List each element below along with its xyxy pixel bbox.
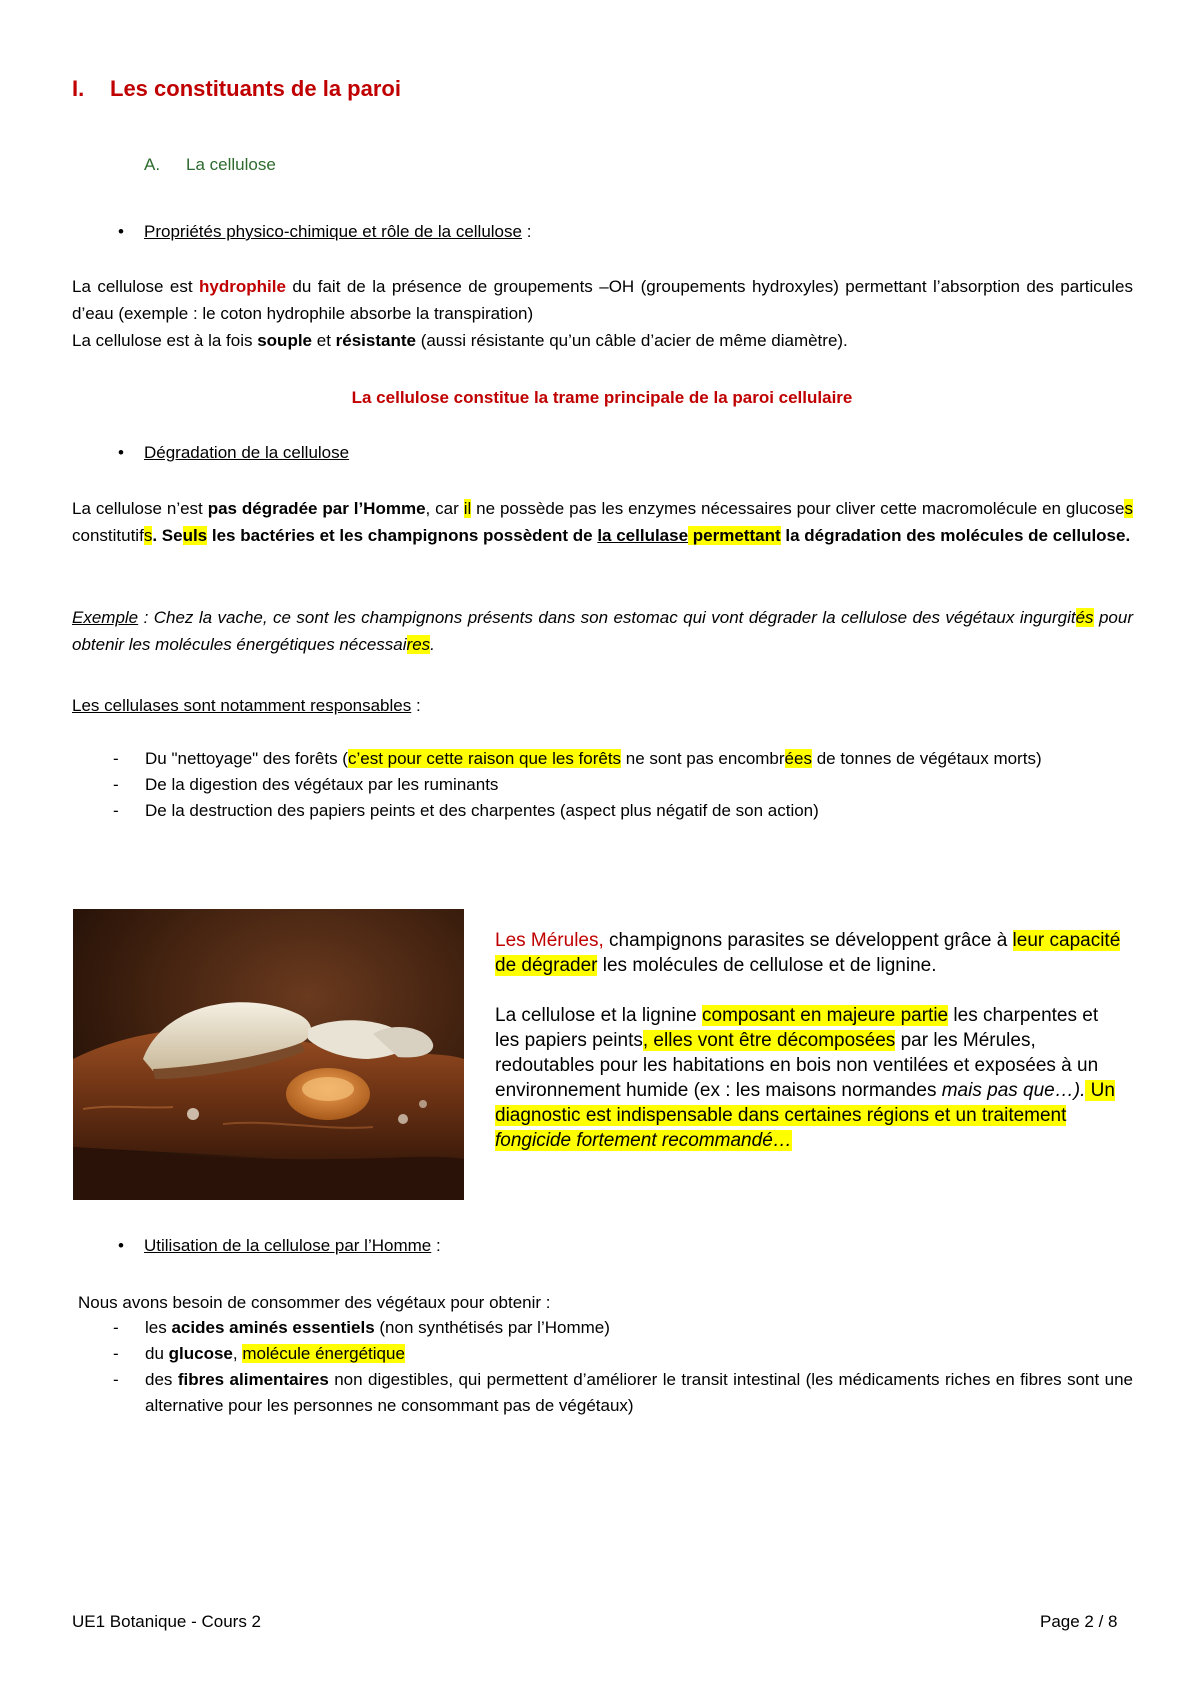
term-cellulase: la cellulase — [597, 526, 689, 545]
subsection-letter: A. — [144, 155, 161, 174]
list-item: - De la destruction des papiers peints et des charpentes (aspect plus négatif de son action) — [113, 801, 819, 820]
usage-heading: Utilisation de la cellulose par l’Homme — [144, 1236, 432, 1255]
usage-intro: Nous avons besoin de consommer des végétaux pour obtenir : — [78, 1293, 551, 1312]
footer-course: UE1 Botanique - Cours 2 — [72, 1612, 261, 1631]
paragraph-souple: La cellulose est à la fois souple et résistante (aussi résistante qu’un câble d’acier de même diamètre). — [72, 331, 848, 350]
section-number: I. — [72, 76, 85, 101]
key-statement: La cellulose constitue la trame principale de la paroi cellulaire — [351, 388, 853, 407]
usage-list — [113, 1315, 1133, 1419]
bullet-degradation: • Dégradation de la cellulose — [118, 443, 350, 462]
list-item: - les acides aminés essentiels (non synthétisés par l’Homme) — [113, 1318, 610, 1337]
footer-page-number: Page 2 / 8 — [1040, 1612, 1118, 1631]
merules-caption — [495, 928, 1123, 1153]
fungus-illustration — [73, 909, 464, 1200]
list-item: - De la digestion des végétaux par les ruminants — [113, 775, 499, 794]
section-title-text: Les constituants de la paroi — [110, 76, 401, 101]
caption-paragraph-1: Les Mérules, champignons parasites se développent grâce à leur capacité de dégrader les molécules de cellulose et de lignine. — [495, 930, 1121, 976]
bullet-usage: • Utilisation de la cellulose par l’Homme : — [118, 1236, 441, 1255]
degradation-heading: Dégradation de la cellulose — [144, 443, 350, 462]
bullet-properties: • Propriétés physico-chimique et rôle de la cellulose : — [118, 222, 532, 241]
bullet-dot: • — [118, 222, 124, 241]
caption-paragraph-2: La cellulose et la lignine composant en majeure partie les charpentes et les papiers peints, elles vont être décomposées par les Mérules, redoutables pour les habitations en bois non ventilées et exposées à un environnement humide (ex : les maisons normandes mais pas que…). Un diagnostic est indispensable dans certaines régions et un traitement fongicide fortement recommandé… — [495, 1005, 1115, 1151]
paragraph-degradation: La cellulose n’est pas dégradée par l’Homme, car il ne possède pas les enzymes nécessaires pour cliver cette macromolécule en glucoses constitutifs. Seuls les bactéries et les champignons possèdent de la cellulase permettant la dégradation des molécules de cellulose. — [72, 499, 1133, 545]
subsection-title — [144, 155, 276, 175]
section-title — [72, 76, 401, 102]
term-merules: Les Mérules, — [495, 930, 604, 951]
merule-fungus-photo — [73, 909, 464, 1200]
subsection-title-text: La cellulose — [186, 155, 276, 174]
example-label: Exemple — [72, 608, 139, 627]
list-item: - du glucose, molécule énergétique — [113, 1344, 405, 1363]
term-hydrophile: hydrophile — [199, 277, 286, 296]
paragraph-example: Exemple : Chez la vache, ce sont les champignons présents dans son estomac qui vont dégrader la cellulose des végétaux ingurgités pour obtenir les molécules énergétiques nécessaires. — [72, 608, 1134, 654]
responsables-list — [113, 746, 1133, 824]
responsables-heading: Les cellulases sont notamment responsables : — [72, 696, 421, 715]
list-item: - Du "nettoyage" des forêts (c’est pour cette raison que les forêts ne sont pas encombrées de tonnes de végétaux morts) — [113, 749, 1042, 768]
properties-heading: Propriétés physico-chimique et rôle de la cellulose — [144, 222, 522, 241]
list-item: - des fibres alimentaires non digestibles, qui permettent d’améliorer le transit intestinal (les médicaments riches en fibres sont une alternative pour les personnes ne consommant pas de végétaux) — [113, 1370, 1133, 1415]
paragraph-hydrophile: La cellulose est hydrophile du fait de la présence de groupements –OH (groupements hydroxyles) permettant l’absorption des particules d’eau (exemple : le coton hydrophile absorbe la transpiration) — [72, 277, 1133, 323]
